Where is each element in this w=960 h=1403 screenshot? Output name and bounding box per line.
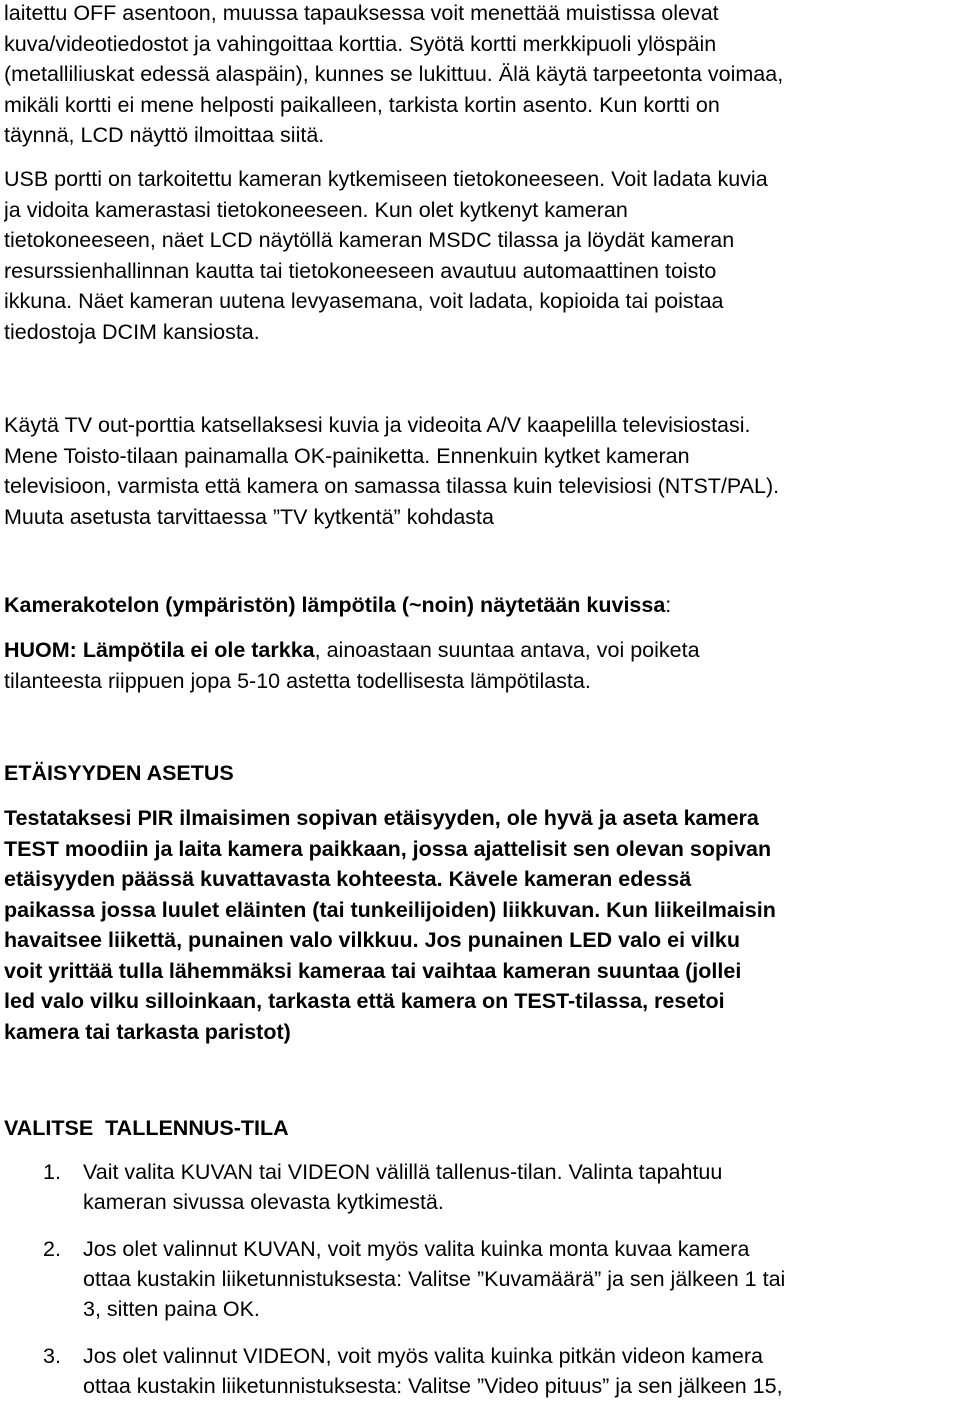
text-line: Jos olet valinnut KUVAN, voit myös valita kuinka monta kuvaa kamera (83, 1237, 750, 1261)
text-line: 3, sitten paina OK. (83, 1297, 260, 1321)
note-text: , ainoastaan suuntaa antava, voi poiketa (314, 638, 700, 662)
text-line: Testataksesi PIR ilmaisimen sopivan etäisyyden, ole hyvä ja aseta kamera (4, 806, 759, 830)
text-line: ottaa kustakin liiketunnistuksesta: Valitse ”Video pituus” ja sen jälkeen 15, (83, 1374, 783, 1398)
text-line: Käytä TV out-porttia katsellaksesi kuvia ja videoita A/V kaapelilla televisiostasi. (4, 413, 751, 437)
text-line: kamera tai tarkasta paristot) (4, 1019, 291, 1044)
list-item (4, 1157, 956, 1217)
text-line: laitettu OFF asentoon, muussa tapauksessa voit menettää muistissa olevat (4, 1, 719, 25)
text-line: kuva/videotiedostot ja vahingoittaa korttia. Syötä kortti merkkipuoli ylöspäin (4, 31, 717, 56)
text-line: resurssienhallinnan kautta tai tietokoneeseen avautuu automaattinen toisto (4, 258, 717, 283)
text-line: kameran sivussa olevasta kytkimestä. (83, 1190, 444, 1214)
note-label-bold: HUOM: Lämpötila ei ole tarkka (4, 638, 315, 662)
distance-heading: ETÄISYYDEN ASETUS (4, 761, 234, 785)
paragraph-distance-test (4, 803, 956, 1047)
list-item-number: 1. (43, 1160, 61, 1184)
text-line: ottaa kustakin liiketunnistuksesta: Valitse ”Kuvamäärä” ja sen jälkeen 1 tai (83, 1267, 786, 1291)
temperature-note (4, 635, 956, 696)
text-line: tiedostoja DCIM kansiosta. (4, 319, 260, 344)
text-line: led valo vilku silloinkaan, tarkasta että kamera on TEST-tilassa, resetoi (4, 989, 725, 1013)
document-page (4, 0, 956, 1403)
text-line: (metalliliuskat edessä alaspäin), kunnes se lukittuu. Älä käytä tarpeetonta voimaa, (4, 62, 784, 86)
text-line: USB portti on tarkoitettu kameran kytkemiseen tietokoneeseen. Voit ladata kuvia (4, 167, 768, 191)
text-line: Mene Toisto-tilaan painamalla OK-painiketta. Ennenkuin kytket kameran (4, 443, 690, 468)
text-line: voit yrittää tulla lähemmäksi kameraa tai vaihtaa kameran suuntaa (jollei (4, 958, 742, 983)
text-line: mikäli kortti ei mene helposti paikalleen, tarkista kortin asento. Kun kortti on (4, 92, 720, 117)
text-line: ja vidoita kamerastasi tietokoneeseen. Kun olet kytkenyt kameran (4, 197, 628, 222)
text-line: TEST moodiin ja laita kamera paikkaan, jossa ajattelisit sen olevan sopivan (4, 836, 772, 861)
paragraph-usb-port (4, 164, 956, 347)
text-line: televisioon, varmista että kamera on samassa tilassa kuin televisiosi (NTST/PAL). (4, 474, 780, 498)
temperature-heading (4, 590, 956, 621)
text-line: Jos olet valinnut VIDEON, voit myös valita kuinka pitkän videon kamera (83, 1344, 763, 1368)
text-line: täynnä, LCD näyttö ilmoittaa siitä. (4, 123, 325, 147)
text-line: tietokoneeseen, näet LCD näytöllä kameran MSDC tilassa ja löydät kameran (4, 228, 735, 252)
paragraph-tv-out (4, 410, 956, 532)
recording-mode-steps (4, 1157, 956, 1403)
text-line: havaitsee liikettä, punainen valo vilkkuu. Jos punainen LED valo ei vilku (4, 928, 741, 952)
temperature-heading-bold: Kamerakotelon (ympäristön) lämpötila (~noin) näytetään kuvissa (4, 593, 666, 617)
list-item-number: 3. (43, 1344, 61, 1368)
list-item-number: 2. (43, 1237, 61, 1261)
temperature-heading-colon: : (665, 593, 672, 617)
text-line: Muuta asetusta tarvittaessa ”TV kytkentä” kohdasta (4, 504, 494, 529)
text-line: ikkuna. Näet kameran uutena levyasemana, voit ladata, kopioida tai poistaa (4, 289, 724, 313)
paragraph-memory-card (4, 0, 956, 151)
text-line: tilanteesta riippuen jopa 5-10 astetta todellisesta lämpötilasta. (4, 668, 591, 693)
recording-mode-heading: VALITSE TALLENNUS-TILA (4, 1116, 289, 1140)
list-item (4, 1234, 956, 1324)
list-item (4, 1341, 956, 1401)
text-line: paikassa jossa luulet eläinten (tai tunkeilijoiden) liikkuvan. Kun liikeilmaisin (4, 897, 776, 922)
text-line: Vait valita KUVAN tai VIDEON välillä tallenus-tilan. Valinta tapahtuu (83, 1160, 723, 1184)
text-line: etäisyyden päässä kuvattavasta kohteesta. Kävele kameran edessä (4, 867, 692, 891)
